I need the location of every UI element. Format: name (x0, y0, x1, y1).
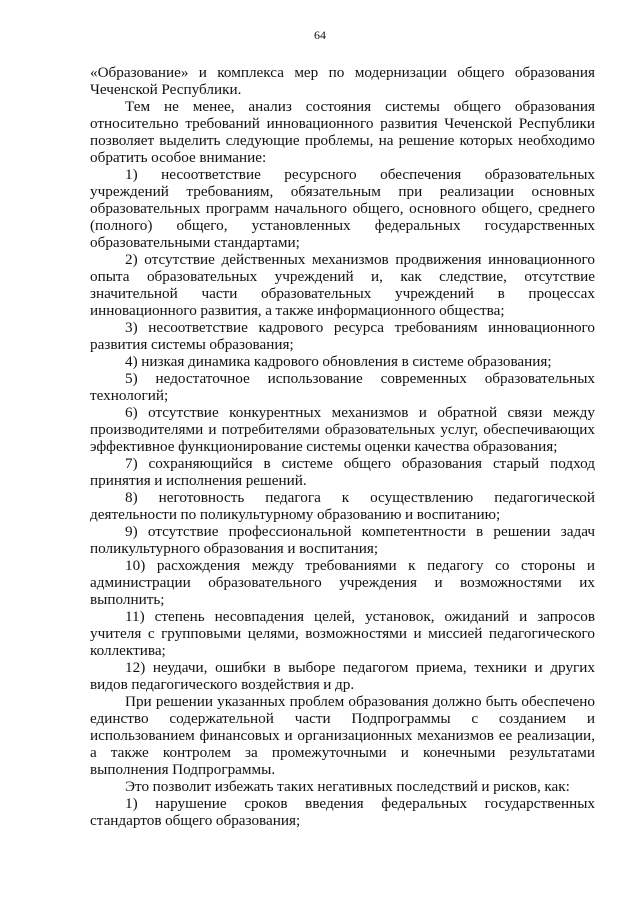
paragraph-continuation: «Образование» и комплекса мер по модернизации общего образования Чеченской Республики. (90, 64, 595, 98)
list-item-problem-4: 4) низкая динамика кадрового обновления в системе образования; (125, 353, 552, 370)
page-number: 64 (314, 28, 326, 42)
list-item-problem-6: 6) отсутствие конкурентных механизмов и обратной связи между производителями и потребителями образовательных услуг, обеспечивающих эффективное функционирование системы оценки качества образования; (90, 404, 595, 455)
list-item-problem-12: 12) неудачи, ошибки в выборе педагогом приема, техники и других видов педагогического воздействия и др. (90, 659, 595, 693)
list-item-risk-1: 1) нарушение сроков введения федеральных государственных стандартов общего образования; (90, 795, 595, 829)
document-body (90, 64, 595, 829)
list-item-problem-5: 5) недостаточное использование современных образовательных технологий; (90, 370, 595, 404)
list-item-problem-11: 11) степень несовпадения целей, установок, ожиданий и запросов учителя с групповыми целями, возможностями и миссией педагогического коллектива; (90, 608, 595, 659)
list-item-problem-2: 2) отсутствие действенных механизмов продвижения инновационного опыта образовательных учреждений и, как следствие, отсутствие значительной части образовательных учреждений в процессах инновационного развития, а также информационного общества; (90, 251, 595, 319)
list-item-problem-9: 9) отсутствие профессиональной компетентности в решении задач поликультурного образования и воспитания; (90, 523, 595, 557)
list-item-problem-8: 8) неготовность педагога к осуществлению педагогической деятельности по поликультурному образованию и воспитанию; (90, 489, 595, 523)
paragraph-intro: Тем не менее, анализ состояния системы общего образования относительно требований инновационного развития Чеченской Республики позволяет выделить следующие проблемы, на решение которых необходимо обратить особое внимание: (90, 98, 595, 166)
list-item-problem-7: 7) сохраняющийся в системе общего образования старый подход принятия и исполнения решений. (90, 455, 595, 489)
paragraph-risks-intro: Это позволит избежать таких негативных последствий и рисков, как: (125, 778, 570, 795)
list-item-problem-1: 1) несоответствие ресурсного обеспечения образовательных учреждений требованиям, обязательным при реализации основных образовательных программ начального общего, основного общего, среднего (полного) общего, установленных федеральных государственных образовательными стандартами; (90, 166, 595, 251)
list-item-problem-3: 3) несоответствие кадрового ресурса требованиям инновационного развития системы образования; (90, 319, 595, 353)
paragraph-solution: При решении указанных проблем образования должно быть обеспечено единство содержательной части Подпрограммы с созданием и использованием финансовых и организационных механизмов ее реализации, а также контролем за промежуточными и конечными результатами выполнения Подпрограммы. (90, 693, 595, 778)
list-item-problem-10: 10) расхождения между требованиями к педагогу со стороны и администрации образовательного учреждения и возможностями их выполнить; (90, 557, 595, 608)
